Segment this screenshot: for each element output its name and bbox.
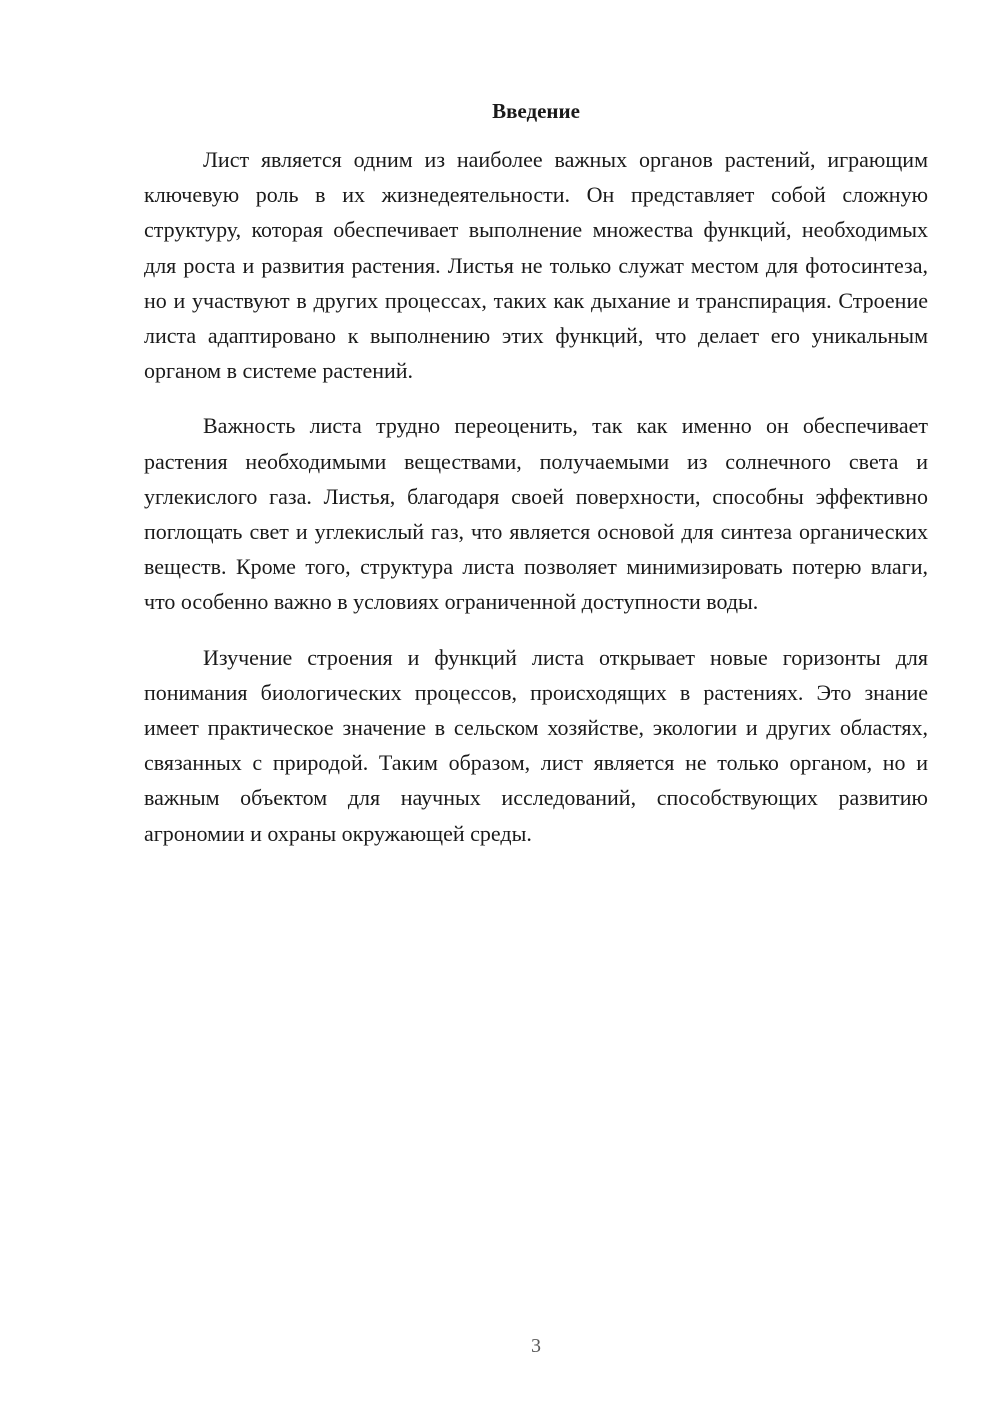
body-text [144,142,928,871]
section-title: Введение [492,99,580,123]
paragraph-3: Изучение строения и функций листа открывает новые горизонты для понимания биологических процессов, происходящих в растениях. Это знание имеет практическое значение в сельском хозяйстве, экологии и других областях, связанных с природой. Таким образом, лист является не только органом, но и важным объектом для научных исследований, способствующих развитию агрономии и охраны окружающей среды. [144,644,928,846]
paragraph-1: Лист является одним из наиболее важных органов растений, играющим ключевую роль в их жизнедеятельности. Он представляет собой сложную структуру, которая обеспечивает выполнение множества функций, необходимых для роста и развития растения. Листья не только служат местом для фотосинтеза, но и участвуют в других процессах, таких как дыхание и транспирация. Строение листа адаптировано к выполнению этих функций, что делает его уникальным органом в системе растений. [144,147,928,384]
page-number: 3 [531,1335,541,1357]
paragraph-2: Важность листа трудно переоценить, так как именно он обеспечивает растения необходимыми веществами, получаемыми из солнечного света и углекислого газа. Листья, благодаря своей поверхности, способны эффективно поглощать свет и углекислый газ, что является основой для синтеза органических веществ. Кроме того, структура листа позволяет минимизировать потерю влаги, что особенно важно в условиях ограниченной доступности воды. [144,413,928,615]
